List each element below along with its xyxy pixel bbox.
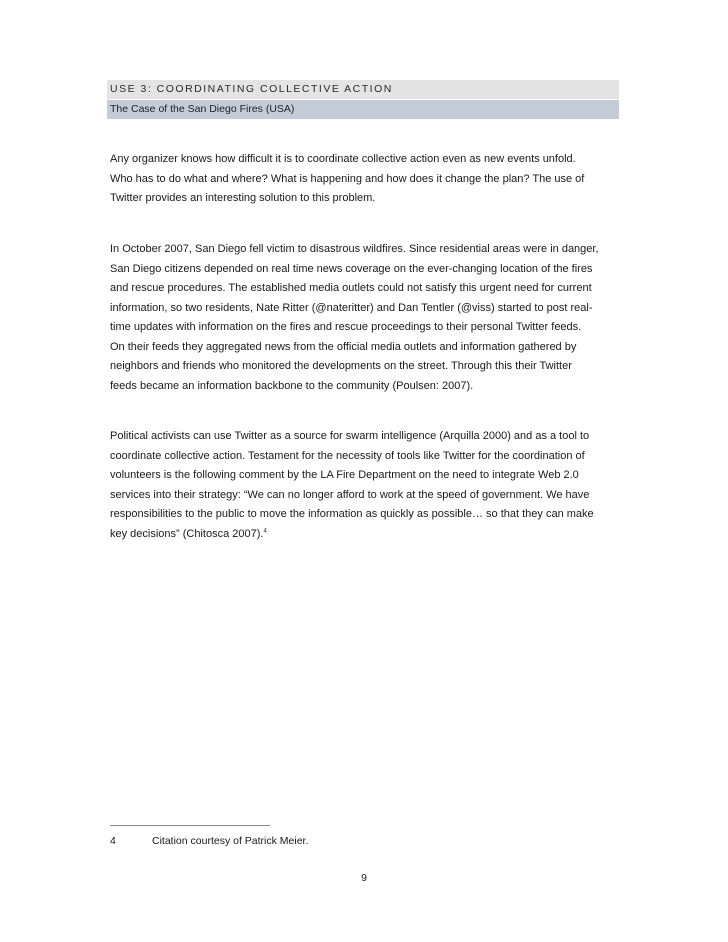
text-line-with-footnote — [110, 525, 622, 545]
text-line: volunteers is the following comment by the LA Fire Department on the need to integrate Web 2.0 — [110, 469, 579, 481]
paragraph-intro — [110, 150, 622, 209]
footnote — [110, 835, 308, 847]
text-line: and rescue procedures. The established media outlets could not satisfy this urgent need for current — [110, 282, 592, 294]
text-line: key decisions” (Chitosca 2007). — [110, 527, 264, 540]
text-line: Who has to do what and where? What is happening and how does it change the plan? The use of — [110, 172, 585, 185]
section-subtitle: The Case of the San Diego Fires (USA) — [110, 103, 295, 115]
text-line: responsibilities to the public to move the information as quickly as possible… so that they can make — [110, 508, 594, 520]
text-line: Any organizer knows how difficult it is to coordinate collective action even as new events unfold. — [110, 153, 576, 165]
footnote-divider — [110, 825, 270, 826]
text-line: services into their strategy: “We can no longer afford to work at the speed of government. We have — [110, 488, 590, 501]
footnote-number: 4 — [110, 835, 116, 847]
page-number: 9 — [361, 872, 367, 884]
footnote-text: Citation courtesy of Patrick Meier. — [152, 835, 309, 847]
paragraph-political-activists — [110, 427, 622, 544]
text-line: neighbors and friends who monitored the developments on the street. Through this their Twitter — [110, 360, 572, 372]
text-line: In October 2007, San Diego fell victim to disastrous wildfires. Since residential areas were in danger, — [110, 243, 599, 255]
text-line: information, so two residents, Nate Ritter (@nateritter) and Dan Tentler (@viss) started to post real- — [110, 301, 593, 314]
section-title: USE 3: COORDINATING COLLECTIVE ACTION — [110, 83, 393, 95]
text-line: feeds became an information backbone to the community (Poulsen: 2007). — [110, 379, 474, 392]
text-line: Political activists can use Twitter as a source for swarm intelligence (Arquilla 2000) and as a tool to — [110, 430, 590, 442]
text-line: On their feeds they aggregated news from the official media outlets and information gathered by — [110, 340, 577, 353]
text-line: San Diego citizens depended on real time news coverage on the ever-changing location of the fires — [110, 262, 593, 275]
paragraph-san-diego-case — [110, 240, 622, 396]
text-line: coordinate collective action. Testament for the necessity of tools like Twitter for the coordination of — [110, 449, 585, 462]
text-line: time updates with information on the fires and rescue proceedings to their personal Twitter feeds. — [110, 321, 582, 333]
footnote-reference[interactable]: 4 — [263, 527, 267, 534]
text-line: Twitter provides an interesting solution to this problem. — [110, 192, 376, 204]
